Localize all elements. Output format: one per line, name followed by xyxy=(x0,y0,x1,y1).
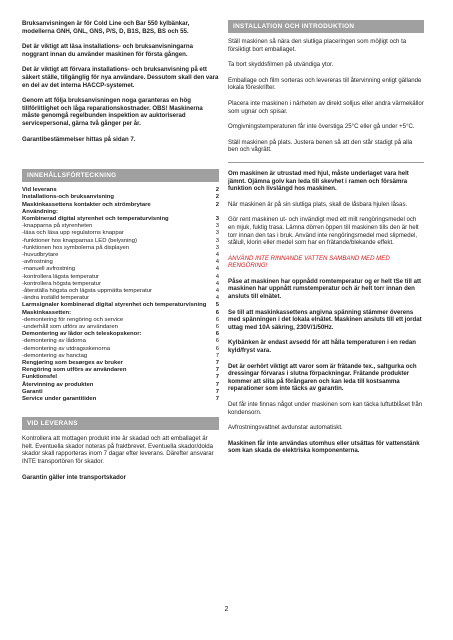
toc-label: Larmsignaler kombinerad digital styrenhet och temperaturvisning xyxy=(22,302,207,309)
toc-row xyxy=(22,367,219,374)
toc-label: -knapparna på styrenheten xyxy=(22,223,93,230)
toc-page: 4 xyxy=(215,287,219,294)
toc-row xyxy=(22,230,219,237)
toc-page: 7 xyxy=(215,367,219,374)
toc-page: 7 xyxy=(215,381,219,388)
delivery-section xyxy=(22,435,219,481)
delivery-heading: VID LEVERANS xyxy=(22,417,219,430)
installation-paragraph: Det får inte finnas något under maskinen som kan täcka luftutblåset från kondensorn. xyxy=(228,401,423,416)
toc-page: 2 xyxy=(215,187,219,194)
toc-row xyxy=(22,396,219,403)
delivery-paragraph: Garantin gäller inte transportskador xyxy=(22,473,126,481)
toc-row xyxy=(22,295,219,302)
toc-row xyxy=(22,187,219,194)
toc-page: 6 xyxy=(215,331,219,338)
toc-row xyxy=(22,266,219,273)
toc-label: -avfrostning xyxy=(22,259,53,266)
installation-paragraph: Kylbänken är endast avsedd för att hålla temperaturen i en redan kyld/fryst vara. xyxy=(228,339,416,355)
toc-row xyxy=(22,238,219,245)
intro-paragraph: Det är viktigt att förvara installations- och bruksanvisning på ett säkert ställe, tillgänglig för nya användare. Dessutom skall den vara en del av det interna HACCP-systemet. xyxy=(22,66,219,89)
toc-label: -huvudbrytare xyxy=(22,251,59,258)
installation-intro xyxy=(228,38,424,154)
toc-page: 6 xyxy=(215,316,219,323)
toc-label: -ändra inställd temperatur xyxy=(22,295,90,302)
toc-label: -funktionen hos symbolerna på displayen xyxy=(22,244,130,251)
toc-page: 4 xyxy=(215,251,219,258)
table-of-contents xyxy=(22,187,219,403)
water-warning: ANVÄND INTE RINNANDE VATTEN SAMBAND MED MED RENGÖRING! xyxy=(228,254,390,270)
toc-page: 7 xyxy=(215,352,219,359)
intro-paragraph: Det är viktigt att läsa installations- och bruksanvisningarna noggrant innan du använder maskinen för första gången. xyxy=(22,43,194,58)
toc-row xyxy=(22,209,219,216)
toc-label: -kontrollera lägsta temperatur xyxy=(22,273,99,280)
toc-page: 3 xyxy=(215,230,219,237)
toc-page: 3 xyxy=(215,223,219,230)
toc-row xyxy=(22,194,219,201)
toc-page: 7 xyxy=(215,374,219,381)
toc-label: Rengjøring som besørges av bruker xyxy=(22,360,123,366)
toc-row xyxy=(22,346,219,353)
toc-row xyxy=(22,353,219,360)
toc-label: -kontrollera högsta temperatur xyxy=(22,280,101,287)
toc-row xyxy=(22,389,219,396)
toc-row xyxy=(22,338,219,345)
toc-row xyxy=(22,360,219,367)
toc-page: 4 xyxy=(215,259,219,266)
toc-page: 2 xyxy=(215,201,219,208)
toc-row xyxy=(22,302,219,309)
toc-label: Maskinkassetten: xyxy=(22,309,72,316)
installation-paragraph: Omgivningstemperaturen får inte överstiga 25°C eller gå under +5°C. xyxy=(228,123,415,131)
left-column xyxy=(22,20,219,489)
toc-label: Kombinerad digital styrenhet och temperaturvisning xyxy=(22,215,169,222)
toc-row xyxy=(22,317,219,324)
toc-page xyxy=(207,209,219,216)
toc-label: Service under garantitiden xyxy=(22,396,97,403)
toc-page: 7 xyxy=(215,396,219,403)
toc-page: 6 xyxy=(215,345,219,352)
toc-row xyxy=(22,252,219,259)
toc-page: 6 xyxy=(215,323,219,330)
toc-label: Återvinning av produkten xyxy=(22,381,94,388)
toc-label: Rengöring som utförs av användaren xyxy=(22,367,127,374)
installation-paragraph: Ställ maskinen på plats. Justera benen så att den står stadigt på alla ben och vågrätt. xyxy=(228,138,413,154)
toc-row xyxy=(22,223,219,230)
toc-page: 4 xyxy=(215,266,219,273)
toc-row xyxy=(22,202,219,209)
installation-heading: INSTALLATION OCH INTRODUKTION xyxy=(228,20,424,33)
toc-label: -manuell avfrostning xyxy=(22,266,76,273)
wheels-paragraph: Om maskinen är utrustad med hjul, måste underlaget vara helt jämnt. Ojämna golv kan leda till skevhet i ramen och försämra funktion och livslängd hos maskinen. xyxy=(228,169,409,193)
toc-page: 3 xyxy=(215,237,219,244)
toc-page: 7 xyxy=(215,388,219,395)
toc-page: 4 xyxy=(215,280,219,287)
toc-row xyxy=(22,259,219,266)
installation-paragraph: Maskinen får inte användas utomhus eller utsättas för vattenstänk som kan skada de elektriska komponenterna. xyxy=(228,439,420,455)
intro-paragraph: Garantibestämmelser hittas på sidan 7. xyxy=(22,135,136,143)
toc-page: 3 xyxy=(215,244,219,251)
toc-page: 5 xyxy=(215,302,219,309)
toc-label: Maskinkassettens kontakter och strömbrytare xyxy=(22,201,151,208)
divider xyxy=(228,162,424,163)
toc-label: -läsa och läsa upp regulatorns knappar xyxy=(22,230,124,237)
toc-label: -återställa högsta och lägsta uppmätta temperatur xyxy=(22,287,152,294)
toc-page: 3 xyxy=(215,215,219,222)
toc-row xyxy=(22,281,219,288)
page-number: 2 xyxy=(224,606,229,613)
toc-label: -demontering av lådorna xyxy=(22,338,86,345)
toc-label: -funktioner hos knapparnas LED (belysning) xyxy=(22,237,137,244)
installation-paragraph: Se till att maskinkassettens angivna spänning stämmer överens med spänningen i det lokala elnätet. Maskinen ansluts till ett jordat uttag med 10A säkring, 230V/1/50Hz. xyxy=(228,308,422,331)
toc-row xyxy=(22,382,219,389)
installation-paragraph: Placera inte maskinen i närheten av direkt solljus eller andra värmekällor som ugnar och spisar. xyxy=(228,99,424,115)
toc-row xyxy=(22,245,219,252)
toc-row xyxy=(22,274,219,281)
toc-label: -underhåll som utförs av användaren xyxy=(22,323,118,330)
installation-paragraph: Ta bort skyddsfilmen på utvändiga ytor. xyxy=(228,61,334,69)
toc-label: Vid leverans xyxy=(22,187,57,194)
toc-page: 6 xyxy=(215,338,219,345)
toc-row xyxy=(22,288,219,295)
toc-label: Installations-och bruksanvisning xyxy=(22,194,114,201)
intro-paragraph: Bruksanvisningen är för Cold Line och Bar 550 kylbänkar, modellerna GNH, GNL, GNS, P/S, D, B1S, B2S, BS och 55. xyxy=(22,20,190,35)
toc-page: 4 xyxy=(215,273,219,280)
toc-label: Funktionsfel xyxy=(22,374,58,381)
toc-page: 2 xyxy=(215,194,219,201)
toc-heading: INNEHÅLLSFÖRTECKNING xyxy=(22,169,219,182)
toc-label: Demontering av lådor och teleskopskenor: xyxy=(22,331,142,338)
toc-row xyxy=(22,374,219,381)
cleaning-paragraph: Gör rent maskinen ut- och invändigt med ett milt rengöringsmedel och en mjuk, fuktig trasa. Lämna dörren öppen till maskinen tills den är helt torr innan den tas i bruk. Använd inte rengöringsmedel med slipmedel, stålull, klorin eller medel som har en frätande/blekande effekt. xyxy=(228,216,419,247)
toc-label: -demontering av hanctag xyxy=(22,352,88,359)
toc-label: -demontering av utdragsskenorna xyxy=(22,345,111,352)
toc-page: 6 xyxy=(215,309,219,316)
intro-section xyxy=(22,20,219,143)
toc-row xyxy=(22,310,219,317)
toc-page: 7 xyxy=(215,360,219,366)
installation-paragraph: Emballage och film sorteras och levereras till återvinning enligt gällande lokala föreskrifter. xyxy=(228,76,422,92)
delivery-paragraph: Kontrollera att mottagen produkt inte är skadad och att emballaget är helt. Eventuella skador noteras på fraktbrevet. Eventuella skador/dolda skador skall rapporteras inom 7 dagar efter leverans. Därefter ansvarar INTE transportören för skador. xyxy=(22,435,214,465)
intro-paragraph: Genom att följa bruksanvisningen noga garanteras en hög tillförlitlighet och låga reparationskostnader. OBS! Maskinerna måste genomgå regelbunden inspektion av auktoriserad servicepersonal, gärna två gånger per år. xyxy=(22,97,203,127)
right-column xyxy=(228,20,424,463)
installation-paragraph: Påse at maskinen har oppnådd romtemperatur og er helt tSe till att maskinen har uppnått rumstemperatur och är helt torr innan den ansluts till elnätet. xyxy=(228,277,422,301)
installation-paragraph: Avfrostningsvattnet avdunstar automatiskt. xyxy=(228,424,343,432)
installation-details xyxy=(228,278,424,455)
toc-label: Användning: xyxy=(22,208,58,215)
toc-label: Garanti xyxy=(22,388,43,395)
wheels-note: När maskinen är på sin slutliga plats, skall de låsbara hjulen låsas. xyxy=(228,200,408,208)
toc-page: 4 xyxy=(215,295,219,302)
toc-label: -demontering för rengöring och service xyxy=(22,316,124,323)
installation-paragraph: Det är oerhört viktigt att varor som är frätande tex., saltgurka och dressingar förvaras i slutna förpackningar. Frätande produkter kommer att slita på förångaren och kan leda till kostsamma reparationer som inte täcks av garantin. xyxy=(228,362,417,393)
installation-paragraph: Ställ maskinen så nära den slutliga placeringen som möjligt och ta försiktigt bort emballaget. xyxy=(228,38,407,53)
